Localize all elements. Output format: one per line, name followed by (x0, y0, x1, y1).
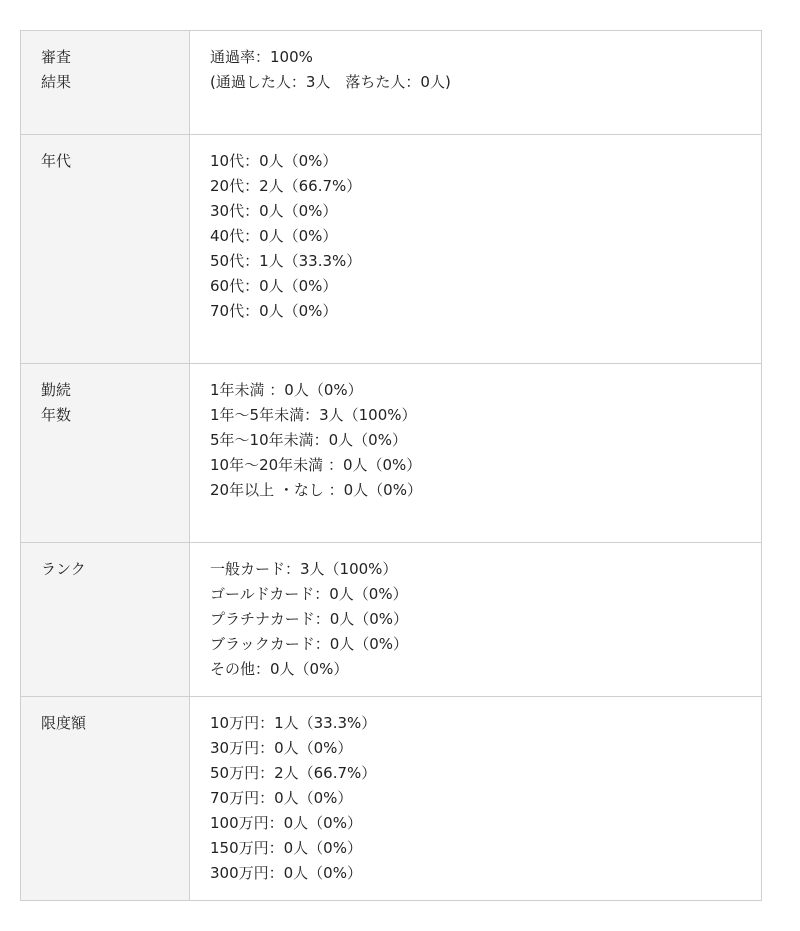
row-header-text: 審査 (41, 48, 72, 66)
row-header-text: 年代 (41, 152, 72, 170)
row-value-credit-limit (190, 697, 762, 901)
review-results-table (20, 30, 762, 901)
table-row-age (21, 135, 762, 364)
row-value-age (190, 135, 762, 364)
row-header-text: 限度額 (41, 714, 87, 732)
row-header-review-result (21, 31, 190, 135)
list-item: ブラックカード：0人（0%） (210, 635, 409, 653)
list-item: 30万円：0人（0%） (210, 739, 353, 757)
list-item: その他：0人（0%） (210, 660, 349, 678)
list-item: 一般カード：3人（100%） (210, 560, 398, 578)
list-item: 20年以上 ・なし ：0人（0%） (210, 481, 422, 499)
list-item: 50万円：2人（66.7%） (210, 764, 377, 782)
list-item: 10年〜20年未満 ：0人（0%） (210, 456, 422, 474)
review-results-container (20, 30, 762, 901)
row-header-tenure (21, 364, 190, 543)
list-item: 70代：0人（0%） (210, 302, 338, 320)
row-header-text: 年数 (41, 406, 72, 424)
pass-fail-count-text: (通過した人：3人 落ちた人：0人) (210, 73, 451, 91)
list-item: 5年〜10年未満：0人（0%） (210, 431, 407, 449)
row-header-text: ランク (41, 560, 86, 578)
table-row-rank (21, 543, 762, 697)
list-item: プラチナカード：0人（0%） (210, 610, 409, 628)
list-item: 10代：0人（0%） (210, 152, 338, 170)
list-item: 100万円：0人（0%） (210, 814, 362, 832)
table-row-tenure (21, 364, 762, 543)
list-item: 10万円：1人（33.3%） (210, 714, 377, 732)
row-header-text: 勤続 (41, 381, 72, 399)
list-item: 300万円：0人（0%） (210, 864, 362, 882)
row-header-age (21, 135, 190, 364)
list-item: 20代：2人（66.7%） (210, 177, 362, 195)
row-value-tenure (190, 364, 762, 543)
list-item: 70万円：0人（0%） (210, 789, 353, 807)
row-value-rank (190, 543, 762, 697)
list-item: 60代：0人（0%） (210, 277, 338, 295)
row-header-rank (21, 543, 190, 697)
list-item: 1年未満 ：0人（0%） (210, 381, 363, 399)
row-header-text: 結果 (41, 73, 72, 91)
table-row-review-result (21, 31, 762, 135)
list-item: ゴールドカード：0人（0%） (210, 585, 408, 603)
list-item: 50代：1人（33.3%） (210, 252, 362, 270)
row-value-review-result (190, 31, 762, 135)
list-item: 30代：0人（0%） (210, 202, 338, 220)
row-header-credit-limit (21, 697, 190, 901)
table-row-credit-limit (21, 697, 762, 901)
list-item: 150万円：0人（0%） (210, 839, 362, 857)
list-item: 40代：0人（0%） (210, 227, 338, 245)
list-item: 1年〜5年未満：3人（100%） (210, 406, 417, 424)
pass-rate-text: 通過率：100% (210, 48, 313, 66)
